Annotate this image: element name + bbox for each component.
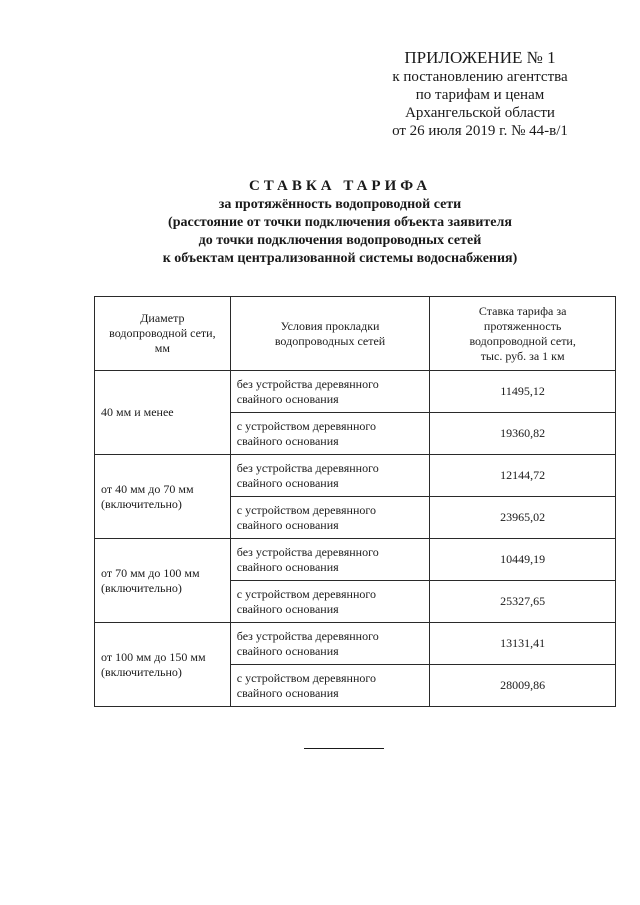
rate-cell: 10449,19: [430, 539, 616, 581]
title-main: СТАВКА ТАРИФА: [248, 178, 432, 194]
rate-cell: 19360,82: [430, 413, 616, 455]
condition-cell: без устройства деревянного свайного основания: [230, 539, 430, 581]
header-conditions: Условия прокладки водопроводных сетей: [230, 297, 430, 371]
document-title: [130, 176, 550, 268]
condition-cell: без устройства деревянного свайного основания: [230, 455, 430, 497]
rate-cell: 28009,86: [430, 665, 616, 707]
diameter-cell: от 70 мм до 100 мм (включительно): [95, 539, 231, 623]
condition-cell: с устройством деревянного свайного основания: [230, 413, 430, 455]
table-row: [95, 455, 616, 497]
rate-cell: 11495,12: [430, 371, 616, 413]
appendix-line: к постановлению агентства: [392, 69, 568, 85]
table-row: [95, 623, 616, 665]
table-row: [95, 539, 616, 581]
condition-cell: с устройством деревянного свайного основания: [230, 497, 430, 539]
appendix-date-line: от 26 июля 2019 г. № 44-в/1: [392, 123, 568, 139]
condition-cell: с устройством деревянного свайного основания: [230, 665, 430, 707]
header-rate: Ставка тарифа за протяженность водопроводной сети, тыс. руб. за 1 км: [430, 297, 616, 371]
tariff-table: [94, 296, 616, 707]
rate-cell: 25327,65: [430, 581, 616, 623]
title-line: (расстояние от точки подключения объекта заявителя: [168, 215, 512, 230]
appendix-line: Архангельской области: [405, 105, 555, 121]
diameter-cell: от 40 мм до 70 мм (включительно): [95, 455, 231, 539]
header-diameter: Диаметр водопроводной сети, мм: [95, 297, 231, 371]
diameter-cell: от 100 мм до 150 мм (включительно): [95, 623, 231, 707]
appendix-block: [360, 48, 600, 140]
closing-divider: [304, 748, 384, 749]
condition-cell: с устройством деревянного свайного основания: [230, 581, 430, 623]
appendix-line: по тарифам и ценам: [415, 87, 545, 103]
rate-cell: 13131,41: [430, 623, 616, 665]
title-line: к объектам централизованной системы водоснабжения): [162, 251, 518, 266]
diameter-cell: 40 мм и менее: [95, 371, 231, 455]
condition-cell: без устройства деревянного свайного основания: [230, 623, 430, 665]
condition-cell: без устройства деревянного свайного основания: [230, 371, 430, 413]
rate-cell: 12144,72: [430, 455, 616, 497]
table-header-row: [95, 297, 616, 371]
title-line: за протяжённость водопроводной сети: [218, 197, 462, 212]
title-line: до точки подключения водопроводных сетей: [198, 233, 482, 248]
table-row: [95, 371, 616, 413]
rate-cell: 23965,02: [430, 497, 616, 539]
appendix-heading: ПРИЛОЖЕНИЕ № 1: [404, 48, 556, 67]
